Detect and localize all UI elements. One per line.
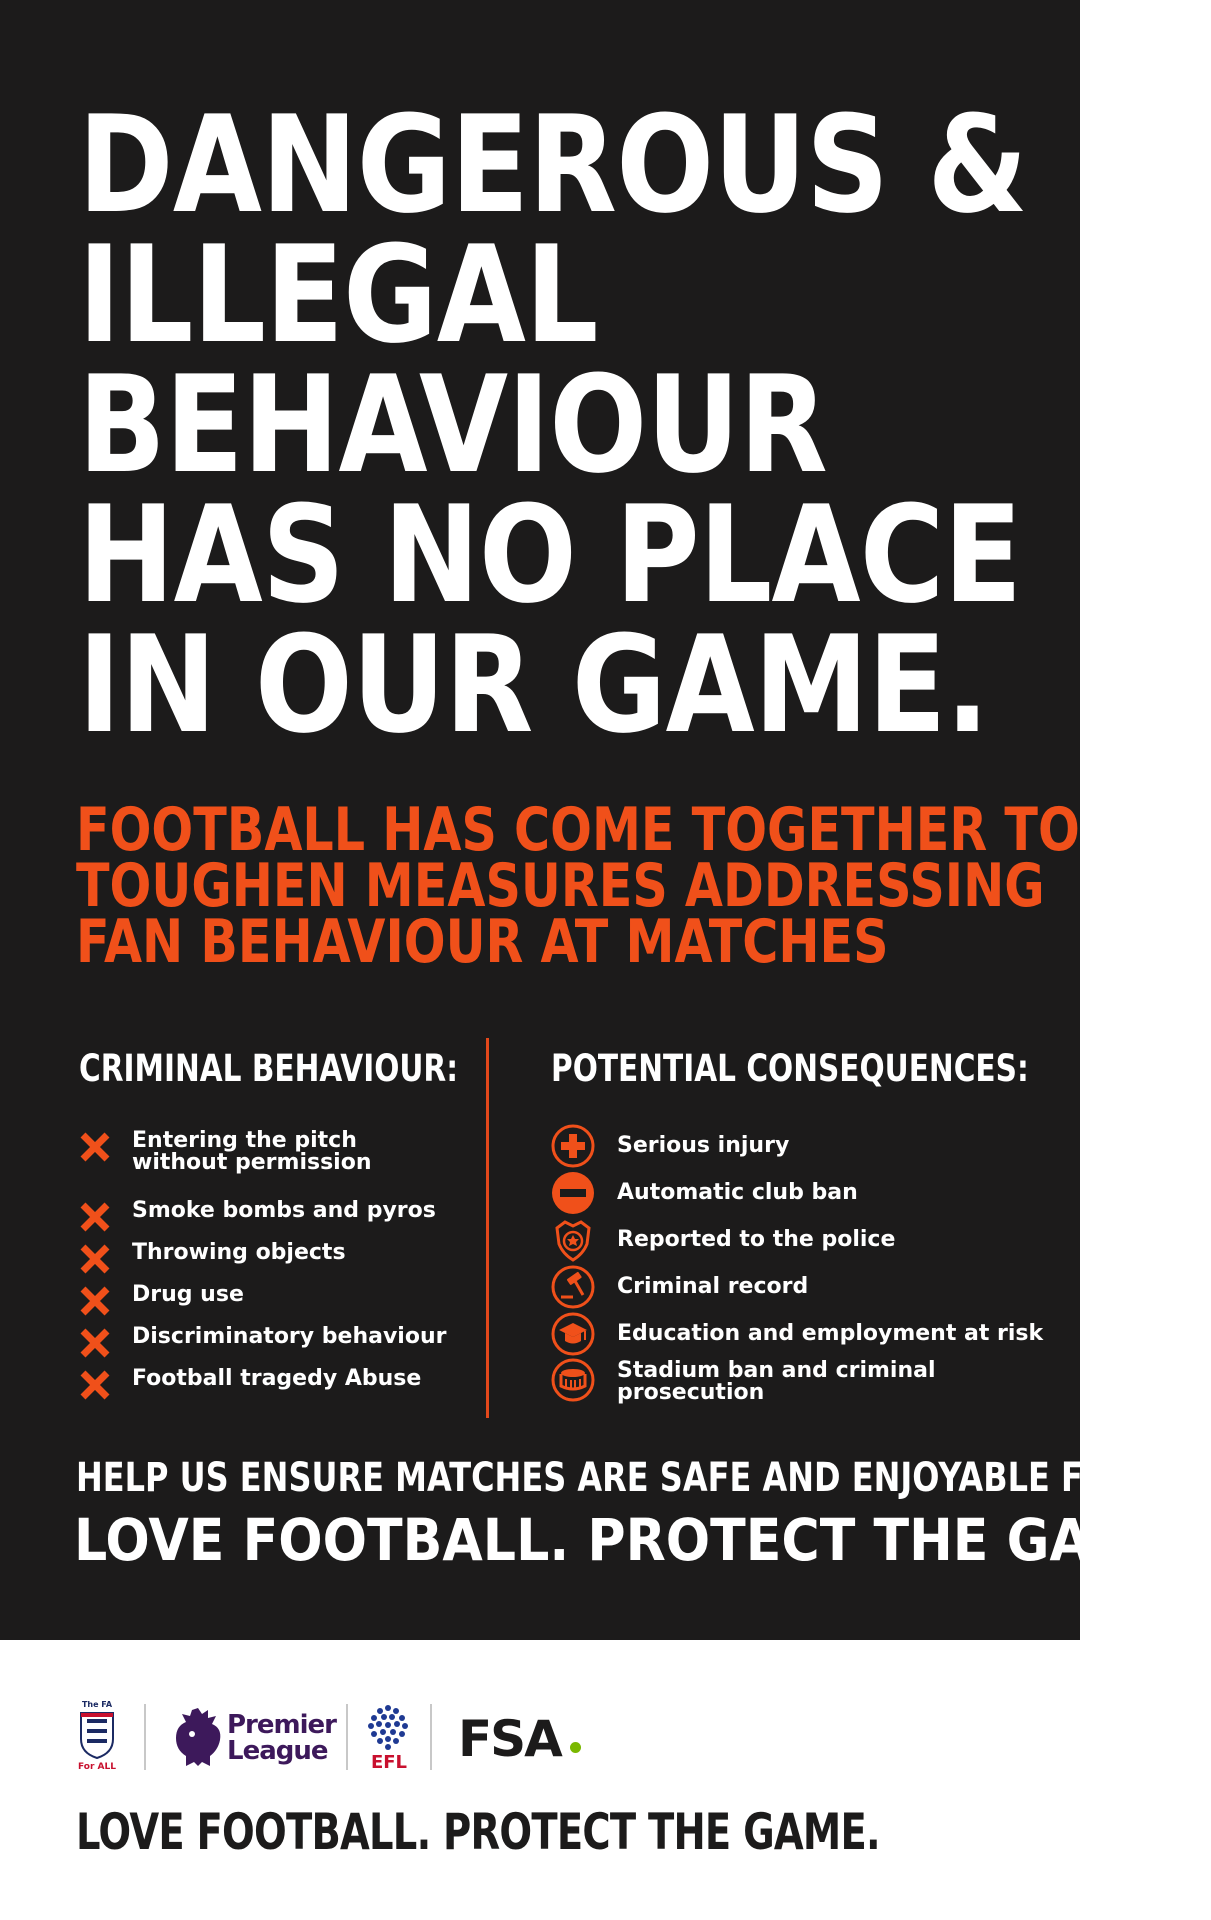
list-item-text: Automatic club ban: [617, 1180, 858, 1205]
three-lions-crest-icon: [79, 1711, 115, 1759]
list-item-text: Criminal record: [617, 1274, 809, 1299]
subheadline-line: TOUGHEN MEASURES ADDRESSING: [76, 851, 1045, 921]
the-fa-logo-label: The FA: [81, 1700, 113, 1709]
footer-slogan: LOVE FOOTBALL. PROTECT THE GAME.: [76, 1803, 880, 1861]
column-divider: [486, 1038, 489, 1418]
list-item: [78, 1130, 452, 1174]
premier-league-wordmark: [227, 1712, 337, 1764]
list-item-text: Football tragedy Abuse: [132, 1366, 422, 1391]
cross-icon: [78, 1284, 112, 1318]
logo-divider: [144, 1704, 146, 1770]
for-all-label: For ALL: [78, 1762, 116, 1772]
list-item-text: Entering the pitch without permission: [132, 1128, 372, 1175]
list-item-text: Drug use: [132, 1282, 244, 1307]
headline-line: HAS NO PLACE: [78, 477, 1022, 633]
list-item-text: Education and employment at risk: [617, 1321, 1044, 1346]
list-item: [551, 1124, 789, 1168]
stadium-icon: [551, 1358, 595, 1402]
premier-league-word: League: [227, 1736, 328, 1766]
headline-line: BEHAVIOUR: [78, 347, 827, 503]
call-to-action: HELP US ENSURE MATCHES ARE SAFE AND ENJOYABLE FOR ALL: [76, 1455, 1211, 1501]
potential-consequences-title: POTENTIAL CONSEQUENCES:: [551, 1047, 1029, 1090]
cross-icon: [78, 1242, 112, 1276]
premier-league-word: Premier: [227, 1710, 336, 1740]
list-item: [78, 1326, 446, 1360]
efl-wordmark: EFL: [370, 1752, 408, 1773]
list-item: [78, 1242, 346, 1276]
subheadline-line: FAN BEHAVIOUR AT MATCHES: [76, 907, 889, 977]
no-entry-icon: [551, 1171, 595, 1215]
fsa-wordmark: FSA: [458, 1710, 561, 1768]
list-item-text: Discriminatory behaviour: [132, 1324, 447, 1349]
list-item: [78, 1368, 421, 1402]
gavel-icon: [551, 1265, 595, 1309]
list-item: [78, 1200, 436, 1234]
cross-icon: [78, 1326, 112, 1360]
partner-logos: [76, 1700, 636, 1774]
headline-line: ILLEGAL: [78, 217, 598, 373]
cross-icon: [78, 1130, 112, 1164]
list-item-text: Throwing objects: [132, 1240, 346, 1265]
list-item: [551, 1171, 858, 1215]
graduation-cap-icon: [551, 1312, 595, 1356]
subheadline: [76, 795, 1080, 977]
cross-icon: [78, 1368, 112, 1402]
headline-line: DANGEROUS &: [78, 87, 1028, 243]
footer-panel: [0, 1640, 1080, 1920]
campaign-slogan: LOVE FOOTBALL. PROTECT THE GAME.: [74, 1506, 1198, 1574]
logo-divider: [430, 1704, 432, 1770]
logo-divider: [346, 1704, 348, 1770]
efl-ball-icon: [364, 1702, 412, 1752]
list-item-text: Smoke bombs and pyros: [132, 1198, 436, 1223]
list-item-text: Reported to the police: [617, 1227, 896, 1252]
fsa-green-dot: [570, 1742, 581, 1753]
list-item: [551, 1218, 895, 1262]
police-badge-icon: [551, 1218, 595, 1262]
cross-icon: [78, 1200, 112, 1234]
premier-league-lion-icon: [172, 1706, 224, 1768]
the-fa-logo: [76, 1700, 118, 1774]
headline-line: IN OUR GAME.: [78, 607, 989, 763]
list-item: [551, 1358, 937, 1404]
subheadline-line: FOOTBALL HAS COME TOGETHER TO: [76, 795, 1080, 865]
list-item-text: Serious injury: [617, 1133, 790, 1158]
list-item: [78, 1284, 244, 1318]
list-item-text: Stadium ban and criminal prosecution: [617, 1358, 936, 1405]
headline: [78, 87, 1028, 763]
criminal-behaviour-title: CRIMINAL BEHAVIOUR:: [79, 1047, 459, 1090]
list-item: [551, 1312, 1043, 1356]
medical-plus-icon: [551, 1124, 595, 1168]
list-item: [551, 1265, 808, 1309]
